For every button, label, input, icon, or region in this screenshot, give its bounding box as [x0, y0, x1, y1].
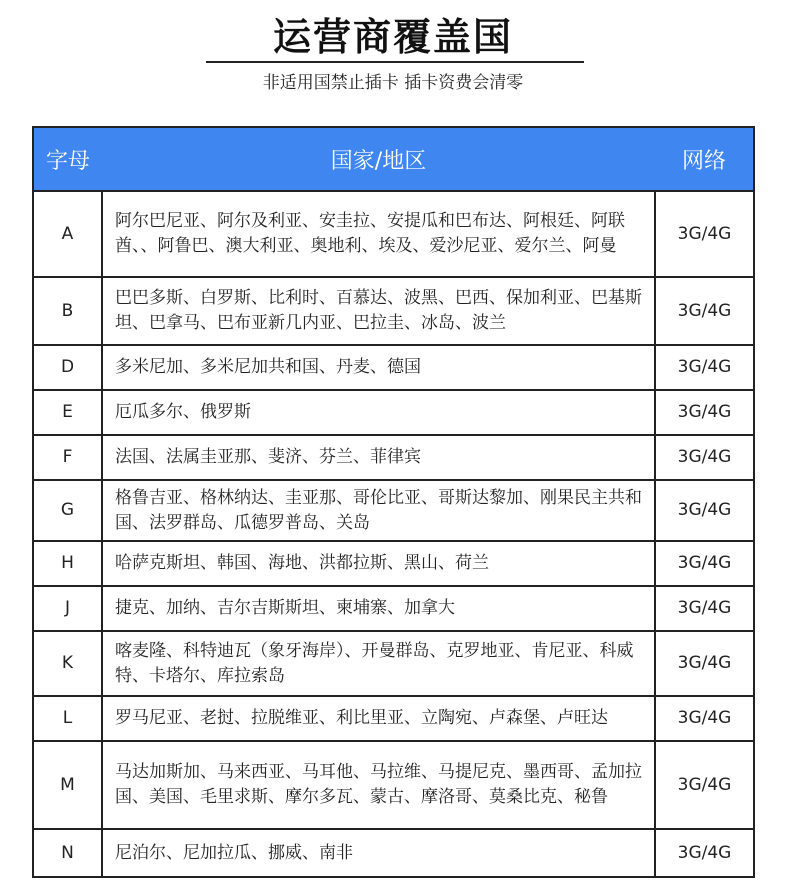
row-countries: 巴巴多斯、白罗斯、比利时、百慕达、波黑、巴西、保加利亚、巴基斯坦、巴拿马、巴布亚新几内亚、巴拉圭、冰岛、波兰	[102, 277, 655, 345]
page-title: 运营商覆盖国	[272, 15, 513, 59]
table-row	[33, 696, 754, 741]
header-row	[33, 127, 754, 191]
row-countries: 捷克、加纳、吉尔吉斯斯坦、柬埔寨、加拿大	[102, 586, 655, 631]
row-countries: 哈萨克斯坦、韩国、海地、洪都拉斯、黑山、荷兰	[102, 541, 655, 586]
column-header-letter: 字母	[33, 127, 102, 191]
row-countries: 多米尼加、多米尼加共和国、丹麦、德国	[102, 345, 655, 390]
table-row	[33, 586, 754, 631]
row-network: 3G/4G	[655, 480, 754, 541]
row-network: 3G/4G	[655, 631, 754, 696]
row-countries: 喀麦隆、科特迪瓦（象牙海岸）、开曼群岛、克罗地亚、肯尼亚、科威特、卡塔尔、库拉索岛	[102, 631, 655, 696]
row-network: 3G/4G	[655, 541, 754, 586]
table-row	[33, 191, 754, 277]
row-network: 3G/4G	[655, 345, 754, 390]
page-subtitle: 非适用国禁止插卡 插卡资费会清零	[262, 73, 524, 93]
table-row	[33, 277, 754, 345]
row-network: 3G/4G	[655, 390, 754, 435]
row-letter: B	[33, 277, 102, 345]
row-countries: 罗马尼亚、老挝、拉脱维亚、利比里亚、立陶宛、卢森堡、卢旺达	[102, 696, 655, 741]
row-network: 3G/4G	[655, 277, 754, 345]
row-network: 3G/4G	[655, 829, 754, 877]
row-letter: D	[33, 345, 102, 390]
row-countries: 法国、法属圭亚那、斐济、芬兰、菲律宾	[102, 435, 655, 480]
row-letter: A	[33, 191, 102, 277]
row-letter: E	[33, 390, 102, 435]
row-letter: G	[33, 480, 102, 541]
column-header-country: 国家/地区	[102, 127, 655, 191]
table-row	[33, 741, 754, 829]
row-letter: N	[33, 829, 102, 877]
table-body	[33, 191, 754, 877]
row-letter: H	[33, 541, 102, 586]
row-network: 3G/4G	[655, 741, 754, 829]
title-underline	[206, 61, 584, 63]
row-network: 3G/4G	[655, 191, 754, 277]
column-header-network: 网络	[655, 127, 754, 191]
table-header	[33, 127, 754, 191]
table-row	[33, 631, 754, 696]
table-row	[33, 435, 754, 480]
table-row	[33, 390, 754, 435]
row-countries: 厄瓜多尔、俄罗斯	[102, 390, 655, 435]
table-row	[33, 480, 754, 541]
row-letter: K	[33, 631, 102, 696]
row-network: 3G/4G	[655, 586, 754, 631]
row-letter: L	[33, 696, 102, 741]
coverage-table	[32, 126, 755, 878]
row-countries: 尼泊尔、尼加拉瓜、挪威、南非	[102, 829, 655, 877]
row-countries: 格鲁吉亚、格林纳达、圭亚那、哥伦比亚、哥斯达黎加、刚果民主共和国、法罗群岛、瓜德罗普岛、关岛	[102, 480, 655, 541]
row-countries: 阿尔巴尼亚、阿尔及利亚、安圭拉、安提瓜和巴布达、阿根廷、阿联酋、、阿鲁巴、澳大利亚、奥地利、埃及、爱沙尼亚、爱尔兰、阿曼	[102, 191, 655, 277]
row-letter: M	[33, 741, 102, 829]
row-letter: F	[33, 435, 102, 480]
row-countries: 马达加斯加、马来西亚、马耳他、马拉维、马提尼克、墨西哥、孟加拉国、美国、毛里求斯、摩尔多瓦、蒙古、摩洛哥、莫桑比克、秘鲁	[102, 741, 655, 829]
table-row	[33, 541, 754, 586]
row-letter: J	[33, 586, 102, 631]
row-network: 3G/4G	[655, 696, 754, 741]
row-network: 3G/4G	[655, 435, 754, 480]
table-row	[33, 829, 754, 877]
table-row	[33, 345, 754, 390]
